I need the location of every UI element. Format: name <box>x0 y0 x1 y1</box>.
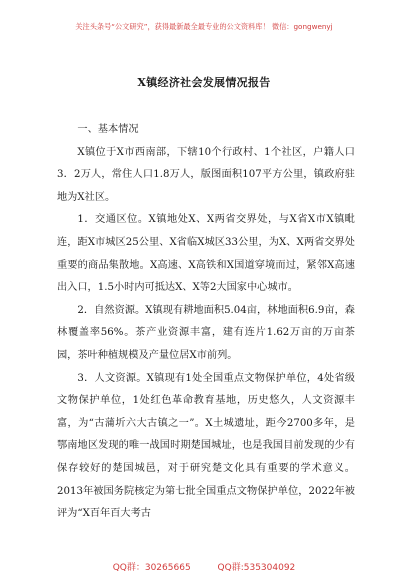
paragraph-overview: X镇位于X市西南部，下辖10个行政村、1个社区，户籍人口3．2万人，常住人口1.8万人，版图面积107平方公里，镇政府驻地为X社区。 <box>57 146 355 203</box>
section-heading: 一、基本情况 <box>77 124 139 135</box>
footer <box>0 560 408 573</box>
paragraph-transport: 1．交通区位。X镇地处X、X两省交界处，与X省X市X镇毗连，距X市城区25公里、X省临X城区33公里，为X、X两省交界处重要的商品集散地。X高速、X高铁和X国道穿境而过，紧邻X高速出入口，1.5小时内可抵达X、X等2大国家中心城市。 <box>57 214 355 294</box>
document-body <box>57 119 355 526</box>
paragraph-cultural-resources: 3．人文资源。X镇现有1处全国重点文物保护单位，4处省级文物保护单位，1处红色革命教育基地，历史悠久，人文资源丰富，为“古蒲圻六大古镇之一”。X土城遗址，距今2700多年，是鄂南地区发现的唯一战国时期楚国城址，也是我国目前发现的少有保存较好的楚国城邑，对于研究楚文化具有重要的学术意义。2013年被国务院核定为第七批全国重点文物保护单位，2022年被评为“X百年百大考古 <box>57 372 355 520</box>
footer-qq-group-2: QQ群:535304092 <box>217 563 296 573</box>
footer-qq-group-1: QQ群：30265665 <box>112 563 191 573</box>
document-title: X镇经济社会发展情况报告 <box>137 76 271 89</box>
header-banner: 关注头条号“公文研究”，获得最新最全最专业的公文资料库！ 微信：gongwenyj <box>75 22 333 31</box>
paragraph-natural-resources: 2．自然资源。X镇现有耕地面积5.04亩，林地面积6.9亩，森林覆盖率56%。茶产业资源丰富，建有连片1.62万亩的万亩茶园，茶叶种植规模及产量位居X市前列。 <box>57 304 355 361</box>
